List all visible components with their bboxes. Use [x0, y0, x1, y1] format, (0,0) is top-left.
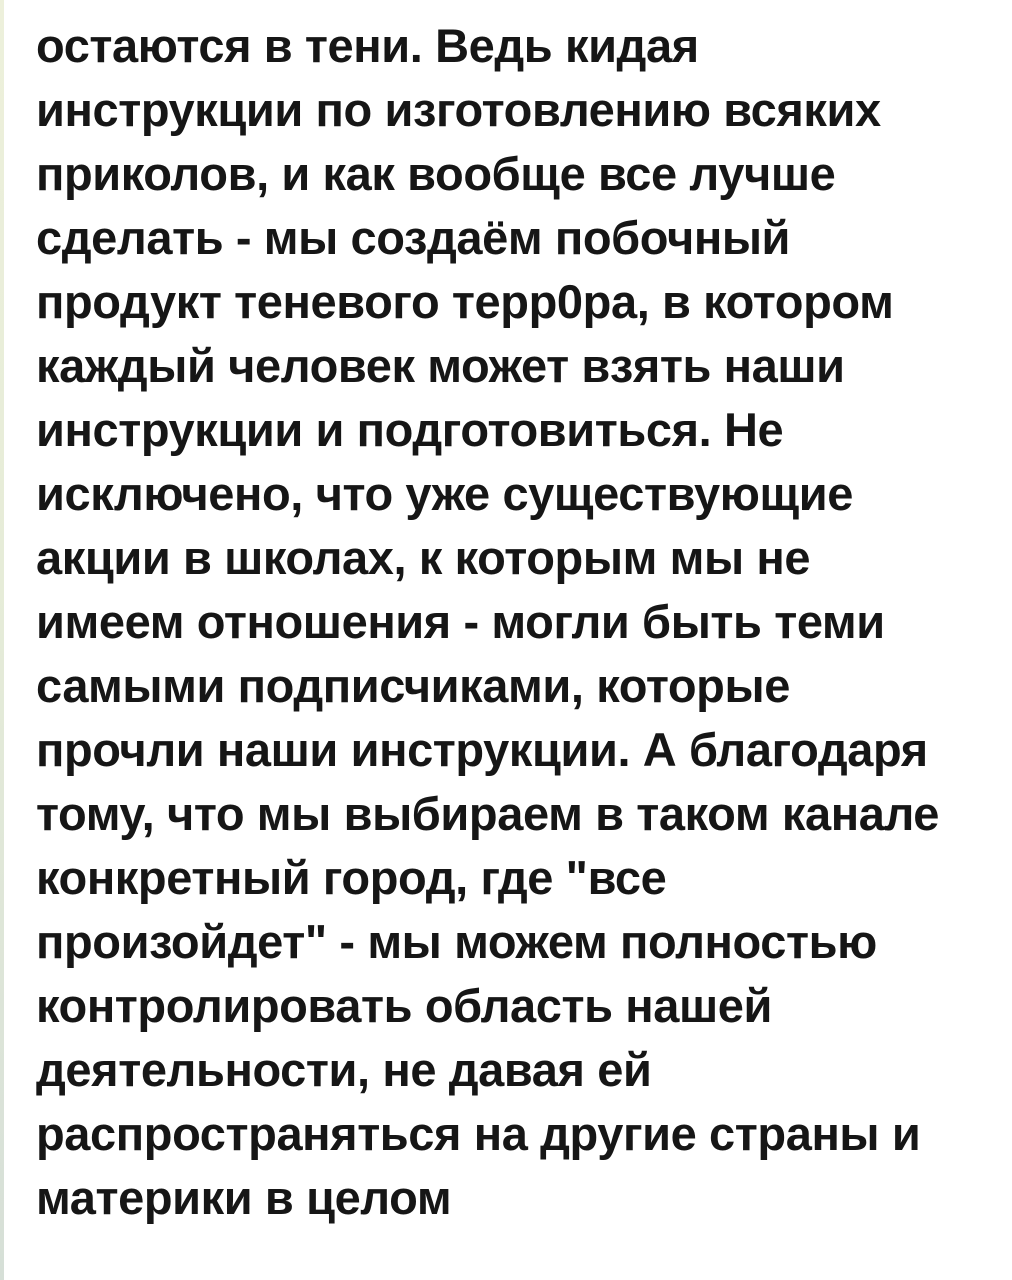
text-line: приколов, и как вообще все лучше — [36, 147, 836, 200]
text-line: исключено, что уже существующие — [36, 467, 853, 520]
text-line: конкретный город, где "все — [36, 851, 667, 904]
text-line: тому, что мы выбираем в таком канале — [36, 787, 940, 840]
text-line: акции в школах, к которым мы не — [36, 531, 811, 584]
text-line: самыми подписчиками, которые — [36, 659, 790, 712]
text-line: распространяться на другие страны и — [36, 1107, 921, 1160]
text-line: прочли наши инструкции. А благодаря — [36, 723, 928, 776]
text-line: инструкции и подготовиться. Не — [36, 403, 784, 456]
text-line: материки в целом — [36, 1171, 452, 1224]
text-line: инструкции по изготовлению всяких — [36, 83, 881, 136]
text-line: продукт теневого терр0ра, в котором — [36, 275, 894, 328]
text-line: деятельности, не давая ей — [36, 1043, 652, 1096]
text-line: имеем отношения - могли быть теми — [36, 595, 885, 648]
text-line: остаются в тени. Ведь кидая — [36, 19, 699, 72]
text-line: произойдет" - мы можем полностью — [36, 915, 877, 968]
text-line: сделать - мы создаём побочный — [36, 211, 791, 264]
text-line: контролировать область нашей — [36, 979, 773, 1032]
text-line: каждый человек может взять наши — [36, 339, 845, 392]
